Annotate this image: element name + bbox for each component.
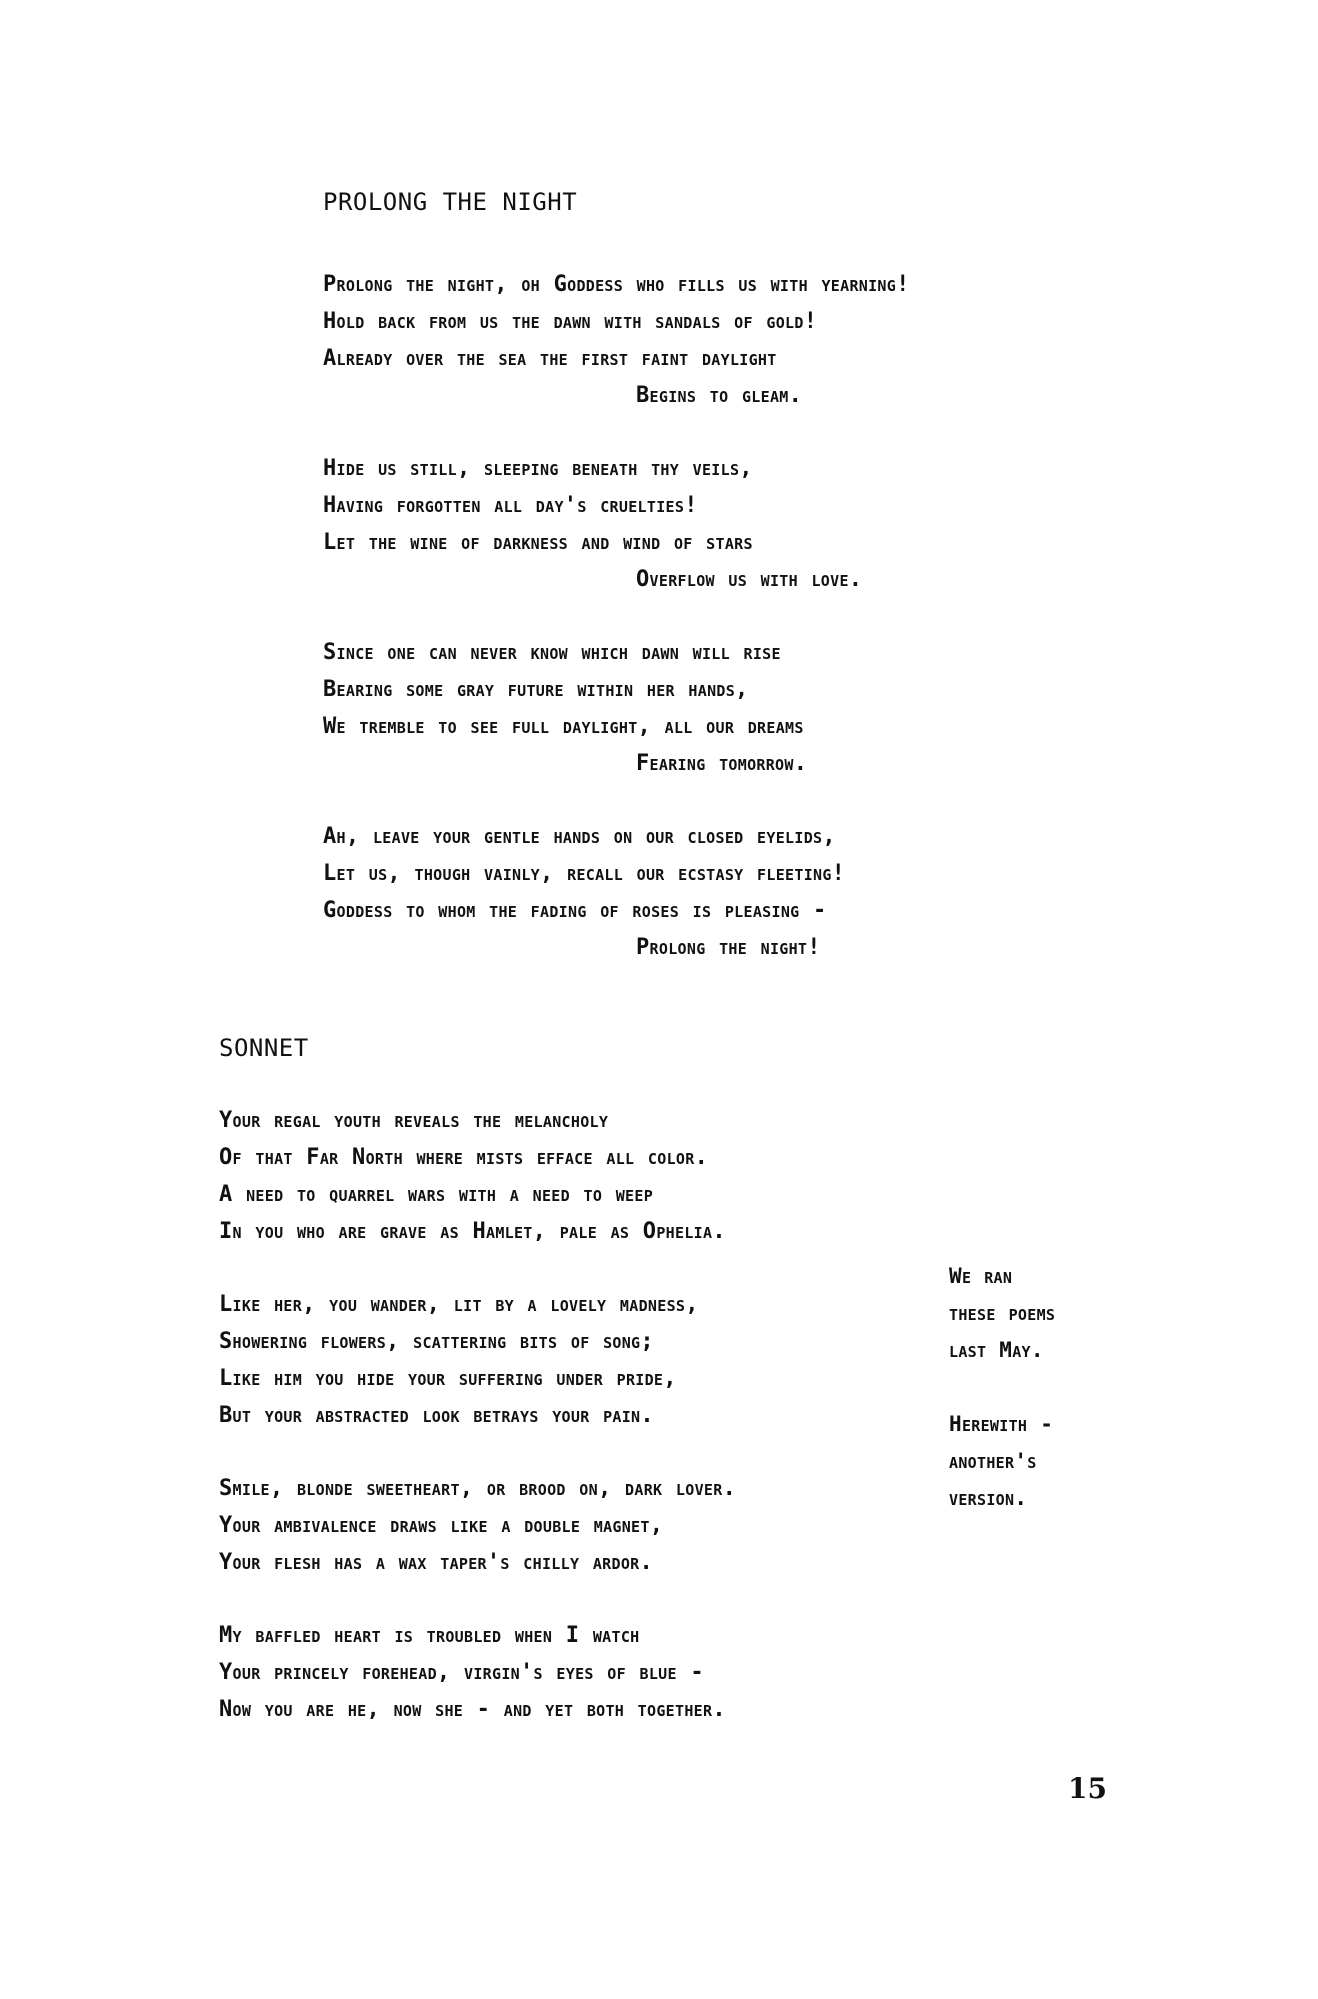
poem-line: Now you are he, now she - and yet both together. (219, 1697, 726, 1722)
stanza-2 (219, 1286, 736, 1434)
sidenote-gap (949, 1369, 1055, 1406)
sidenote-line: We ran (949, 1264, 1013, 1288)
poem-line: Of that Far North where mists efface all color. (219, 1145, 709, 1170)
poem-line: Your ambivalence draws like a double magnet, (219, 1513, 664, 1538)
poem-line: Bearing some gray future within her hands, (323, 677, 749, 702)
page-number: 15 (1068, 1772, 1107, 1805)
poem-refrain-line: Overflow us with love. (636, 567, 863, 592)
poem-line: Your regal youth reveals the melancholy (219, 1108, 609, 1133)
poem-line: Hold back from us the dawn with sandals of gold! (323, 309, 818, 334)
poem-title: PROLONG THE NIGHT (323, 188, 578, 216)
stanza-2 (323, 450, 910, 598)
poem-line: Already over the sea the first faint daylight (323, 346, 777, 371)
poem-prolong-the-night (323, 188, 910, 1002)
sidenote-line: Herewith - (949, 1412, 1054, 1436)
poem-line: A need to quarrel wars with a need to weep (219, 1182, 654, 1207)
poem-line: Let the wine of darkness and wind of stars (323, 530, 753, 555)
poem-line: Ah, leave your gentle hands on our closed eyelids, (323, 824, 836, 849)
sidenote-line: last May. (949, 1338, 1044, 1362)
poem-title: SONNET (219, 1034, 309, 1062)
editor-sidenote (949, 1258, 1055, 1517)
stanza-3 (219, 1470, 736, 1581)
poem-line: Let us, though vainly, recall our ecstasy fleeting! (323, 861, 846, 886)
poem-line: My baffled heart is troubled when I watch (219, 1623, 640, 1648)
sidenote-line: these poems (949, 1301, 1056, 1325)
poem-line: Prolong the night, oh Goddess who fills us with yearning! (323, 272, 910, 297)
poem-line: We tremble to see full daylight, all our dreams (323, 714, 804, 739)
poem-line: Smile, blonde sweetheart, or brood on, dark lover. (219, 1476, 737, 1501)
poem-refrain-line: Fearing tomorrow. (636, 751, 808, 776)
stanza-4 (219, 1617, 736, 1728)
poem-line: Having forgotten all day's cruelties! (323, 493, 698, 518)
poem-line: Your princely forehead, virgin's eyes of blue - (219, 1660, 704, 1685)
poem-line: Like her, you wander, lit by a lovely madness, (219, 1292, 699, 1317)
sidenote-line: another's (949, 1449, 1037, 1473)
poem-line: In you who are grave as Hamlet, pale as Ophelia. (219, 1219, 726, 1244)
poem-sonnet (219, 1034, 736, 1764)
poem-line: Hide us still, sleeping beneath thy veils, (323, 456, 753, 481)
poem-line: But your abstracted look betrays your pain. (219, 1403, 654, 1428)
stanza-4 (323, 818, 910, 966)
poem-refrain-line: Prolong the night! (636, 935, 821, 960)
stanza-1 (323, 266, 910, 414)
poem-line: Since one can never know which dawn will rise (323, 640, 781, 665)
poem-refrain-line: Begins to gleam. (636, 383, 803, 408)
stanza-1 (219, 1102, 736, 1250)
stanza-3 (323, 634, 910, 782)
poem-line: Showering flowers, scattering bits of song; (219, 1329, 654, 1354)
poem-line: Like him you hide your suffering under pride, (219, 1366, 677, 1391)
poem-line: Goddess to whom the fading of roses is pleasing - (323, 898, 827, 923)
sidenote-line: version. (949, 1486, 1028, 1510)
poem-line: Your flesh has a wax taper's chilly ardor. (219, 1550, 654, 1575)
